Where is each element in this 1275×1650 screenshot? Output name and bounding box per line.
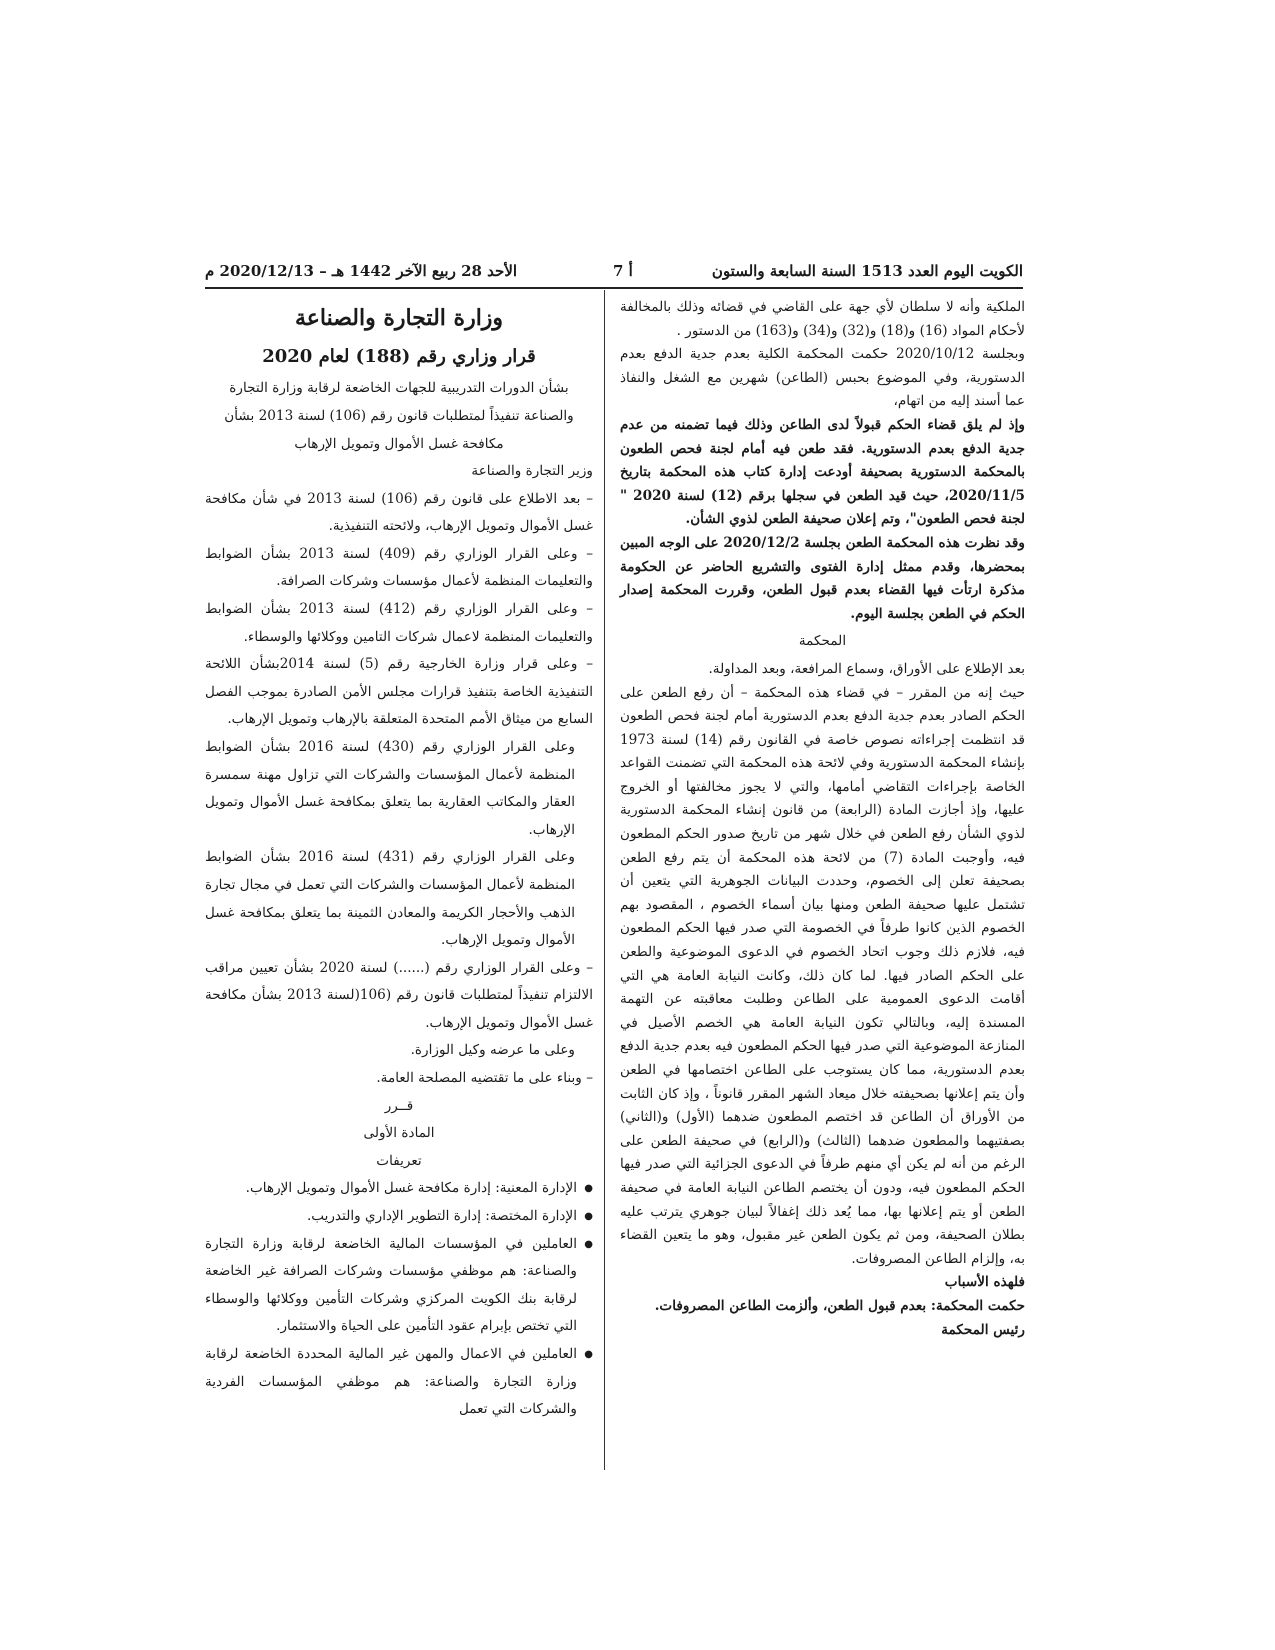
column-divider: [604, 290, 605, 1470]
court-paragraph: حيث إنه من المقرر – في قضاء هذه المحكمة – أن رفع الطعن على الحكم الصادر بعدم جدية الدفع بعدم الدستورية أمام لجنة فحص الطعون قد انتظمت إجراءاته نصوص خاصة في القانون رقم (14) لسنة 1973 بإنشاء المحكمة الدستورية وفي لائحة هذه المحكمة التي تضمنت القواعد الخاصة بإجراءات التقاضي أمامها، والتي لا يجوز مخالفتها أو الخروج عليها، وإذ أجازت المادة (الرابعة) من قانون إنشاء المحكمة الدستورية لذوي الشأن رفع الطعن في خلال شهر من تاريخ صدور الحكم المطعون فيه، وأوجبت المادة (7) من لائحة هذه المحكمة أن يتم رفع الطعن بصحيفة تعلن إلى الخصوم، وحددت البيانات الجوهرية التي يتعين أن تشتمل عليها صحيفة الطعن ومنها بيان أسماء الخصوم ، المقصود بهم الخصوم الذين كانوا طرفاً في الخصومة التي صدر فيها الحكم المطعون فيه، فلازم ذلك وجوب اتحاد الخصوم في الدعوى الموضوعية والطعن على الحكم الصادر فيها. لما كان ذلك، وكانت النيابة العامة هي التي أقامت الدعوى العمومية على الطاعن وطلبت معاقبته عن التهمة المسندة إليه، وبالتالي تكون النيابة العامة هي الخصم الأصيل في المنازعة الموضوعية التي صدر فيها الحكم المطعون فيه بعدم جدية الدفع بعدم الدستورية، مما كان يستوجب على الطاعن اختصامها في الطعن وأن يتم إعلانها بصحيفته خلال ميعاد الشهر المقرر قانوناً ، وإذ كان الثابت من الأوراق أن الطاعن قد اختصم المطعون ضدهما (الأول) و(الثاني) بصفتيهما والمطعون ضدهما (الثالث) و(الرابع) في صحيفة الطعن على الرغم من أنه لم يكن أي منهم طرفاً في الدعوى الجزائية التي صدر فيها الحكم المطعون فيه، ودون أن يختصم الطاعن النيابة العامة في صحيفة الطعن أو يتم إعلانها بها، مما يُعد ذلك إغفالاً لبيان جوهري يترتب عليه بطلان الصحيفة، ومن ثم يكون الطعن غير مقبول، وهو ما يتعين القضاء به، وإلزام الطاعن المصروفات.: [620, 684, 1026, 1267]
header-rule: [205, 287, 1023, 289]
preamble-item: – وعلى القرار الوزاري رقم (......) لسنة 2020 بشأن تعيين مراقب الالتزام تنفيذاً لمتطلبات قانون رقم (106(لسنة 2013 بشأن مكافحة غسل الأموال وتمويل الإرهاب.: [205, 959, 593, 1031]
definition-item: ● العاملين في الاعمال والمهن غير المالية المحددة الخاضعة لرقابة وزارة التجارة والصناعة: هم موظفي المؤسسات الفردية والشركات التي تعمل: [205, 1341, 593, 1424]
definition-item: ● الإدارة المختصة: إدارة التطوير الإداري والتدريب.: [205, 1203, 593, 1231]
court-paragraph: بعد الإطلاع على الأوراق، وسماع المرافعة، وبعد المداولة.: [708, 660, 1025, 677]
preamble-item: – وعلى القرار الوزاري رقم (409) لسنة 2013 بشأن الضوابط والتعليمات المنظمة لأعمال مؤسسات وشركات الصرافة.: [205, 545, 594, 590]
decree-column: [205, 296, 593, 1424]
article-heading: المادة الأولى: [363, 1125, 435, 1142]
preamble-item: – وعلى القرار الوزاري رقم (412) لسنة 2013 بشأن الضوابط والتعليمات المنظمة لاعمال شركات التامين ووكلائها والوسطاء.: [205, 600, 594, 645]
decree-subject: بشأن الدورات التدريبية للجهات الخاضعة لرقابة وزارة التجارة والصناعة تنفيذاً لمتطلبات قانون رقم (106) لسنة 2013 بشأن مكافحة غسل الأموال وتمويل الإرهاب: [224, 380, 574, 452]
preamble-item: وعلى ما عرضه وكيل الوزارة.: [410, 1042, 575, 1059]
definition-item: ● الإدارة المعنية: إدارة مكافحة غسل الأموال وتمويل الإرهاب.: [205, 1175, 593, 1203]
court-paragraph: وإذ لم يلق قضاء الحكم قبولاً لدى الطاعن وذلك فيما تضمنه من عدم جدية الدفع بعدم الدستورية. فقد طعن فيه أمام لجنة فحص الطعون بالمحكمة الدستورية بصحيفة أودعت إدارة كتاب هذه المحكمة بتاريخ 2020/11/5، حيث قيد الطعن في سجلها برقم (12) لسنة 2020 " لجنة فحص الطعون"، وتم إعلان صحيفة الطعن لذوي الشأن.: [620, 416, 1025, 528]
court-paragraph: الملكية وأنه لا سلطان لأي جهة على القاضي في قضائه وذلك بالمخالفة لأحكام المواد (16) و(18) و(32) و(34) و(163) من الدستور .: [620, 299, 1025, 339]
preamble-item: وعلى القرار الوزاري رقم (431) لسنة 2016 بشأن الضوابط المنظمة لأعمال المؤسسات والشركات التي تعمل في مجال تجارة الذهب والأحجار الكريمة والمعادن الثمينة بما يتعلق بمكافحة غسل الأموال وتمويل الإرهاب.: [205, 849, 575, 949]
court-heading: المحكمة: [798, 633, 847, 650]
court-signature: رئيس المحكمة: [941, 1321, 1025, 1338]
decree-title: قرار وزاري رقم (188) لعام 2020: [262, 346, 536, 367]
preamble-item: وعلى القرار الوزاري رقم (430) لسنة 2016 بشأن الضوابط المنظمة لأعمال المؤسسات والشركات التي تزاول مهنة سمسرة العقار والمكاتب العقارية بما يتعلق بمكافحة غسل الأموال وتمويل الإرهاب.: [205, 738, 575, 838]
header-issue: الكويت اليوم العدد 1513 السنة السابعة والستون: [711, 262, 1023, 280]
ministry-title: وزارة التجارة والصناعة: [294, 305, 504, 331]
reasons-heading: فلهذه الأسباب: [944, 1274, 1025, 1291]
court-paragraph: وقد نظرت هذه المحكمة الطعن بجلسة 2020/12/2 على الوجه المبين بمحضرها، وقدم ممثل إدارة الفتوى والتشريع الحاضر عن الحكومة مذكرة ارتأت فيها القضاء بعدم قبول الطعن، وقررت المحكمة إصدار الحكم في الطعن بجلسة اليوم.: [620, 534, 1025, 622]
court-ruling: حكمت المحكمة: بعدم قبول الطعن، وألزمت الطاعن المصروفات.: [654, 1297, 1025, 1314]
preamble-item: – وعلى قرار وزارة الخارجية رقم (5) لسنة 2014بشأن اللائحة التنفيذية الخاصة بتنفيذ قرارات مجلس الأمن الصادرة بموجب الفصل السابع من ميثاق الأمم المتحدة المتعلقة بالإرهاب وتمويل الإرهاب.: [205, 656, 594, 728]
court-paragraph: وبجلسة 2020/10/12 حكمت المحكمة الكلية بعدم جدية الدفع بعدم الدستورية، وفي الموضوع بحبس (الطاعن) شهرين مع الشغل والنفاذ عما أسند إليه من اتهام،: [620, 346, 1025, 410]
preamble-item: – بعد الاطلاع على قانون رقم (106) لسنة 2013 في شأن مكافحة غسل الأموال وتمويل الإرهاب، ولائحته التنفيذية.: [205, 490, 593, 535]
minister-line: وزير التجارة والصناعة: [471, 463, 593, 479]
header-page-number: أ 7: [613, 262, 633, 280]
preamble-item: – وبناء على ما تقتضيه المصلحة العامة.: [376, 1070, 593, 1087]
definition-item: ● العاملين في المؤسسات المالية الخاضعة لرقابة وزارة التجارة والصناعة: هم موظفي مؤسسات وشركات الصرافة غير الخاضعة لرقابة بنك الكويت المركزي وشركات التأمين ووكلائها والوسطاء التي تختص بإبرام عقود التأمين على الحياة والاستثمار.: [205, 1231, 593, 1341]
court-ruling-column: [620, 296, 1025, 1342]
decided-heading: قــرر: [384, 1097, 414, 1114]
header-date: الأحد 28 ربيع الآخر 1442 هـ – 2020/12/13 م: [205, 262, 518, 280]
page-header: [205, 262, 1023, 286]
definitions-heading: تعريفات: [376, 1152, 422, 1169]
